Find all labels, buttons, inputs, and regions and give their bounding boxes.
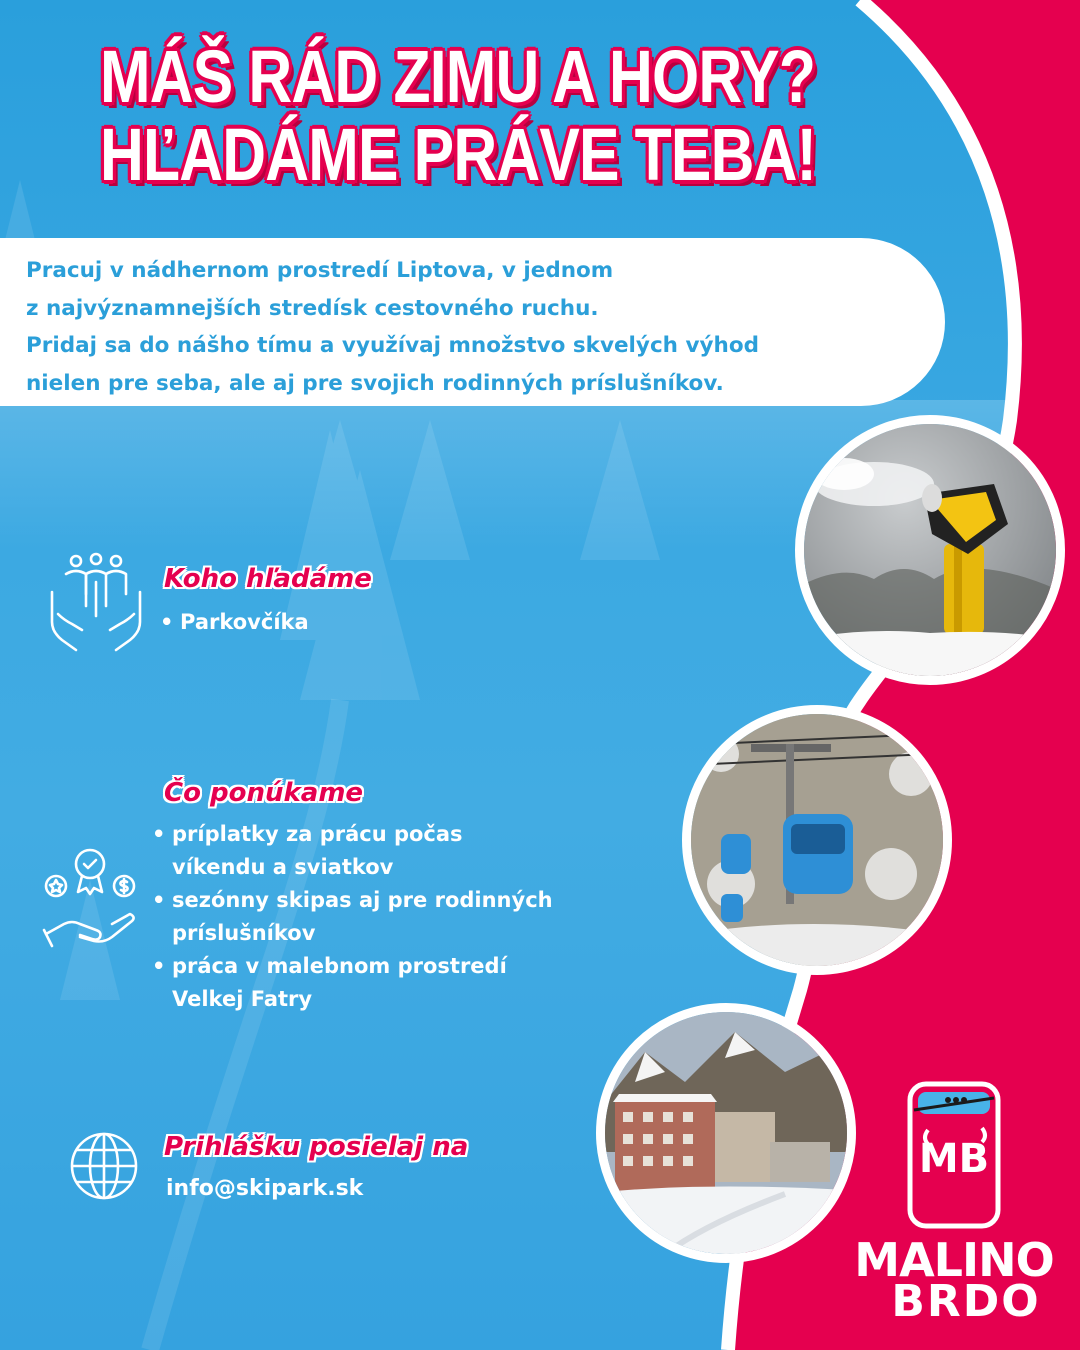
- headline-line-1: MÁŠ RÁD ZIMU A HORY?: [100, 35, 816, 118]
- gondola-lift-photo: [682, 705, 952, 975]
- list-item-line: sezónny skipas aj pre rodinných: [172, 888, 553, 912]
- list-item-line: príplatky za prácu počas: [172, 822, 463, 846]
- logo-monogram: MB: [918, 1136, 990, 1182]
- intro-line-2: z najvýznamnejších stredísk cestovného ruchu.: [26, 295, 599, 321]
- section-title-who: Koho hľadáme: [164, 564, 372, 594]
- list-item-line: príslušníkov: [172, 921, 316, 945]
- malino-brdo-logo: [836, 1080, 1066, 1320]
- logo-wordmark-line-2: BRDO: [891, 1276, 1041, 1320]
- intro-line-1: Pracuj v nádhernom prostredí Liptova, v jednom: [26, 258, 614, 283]
- benefits-hand-icon: [40, 838, 140, 950]
- list-item-line: práca v malebnom prostredí: [172, 954, 507, 978]
- list-item: • Parkovčíka: [158, 606, 309, 639]
- list-item: [150, 884, 553, 950]
- globe-icon: [68, 1130, 140, 1202]
- intro-line-4: nielen pre seba, ale aj pre svojich rodinných príslušníkov.: [26, 370, 724, 396]
- section-title-offer: Čo ponúkame: [164, 778, 364, 808]
- logo-wordmark-line-1: MALINO: [854, 1233, 1054, 1287]
- list-item: [150, 818, 553, 884]
- mountain-hotel-photo: [596, 1003, 856, 1263]
- list-item: [150, 950, 553, 1016]
- headline-line-2: HĽADÁME PRÁVE TEBA!: [100, 113, 816, 196]
- list-item-line: Velkej Fatry: [172, 987, 313, 1011]
- headline: [100, 35, 860, 196]
- intro-banner: [0, 238, 945, 406]
- people-in-hands-icon: [46, 552, 146, 652]
- intro-line-3: Pridaj sa do nášho tímu a využívaj množstvo skvelých výhod: [26, 333, 759, 358]
- email-link[interactable]: info@skipark.sk: [166, 1176, 364, 1201]
- snow-cannon-photo: [795, 415, 1065, 685]
- who-list: [158, 606, 309, 639]
- offer-list: [150, 818, 553, 1016]
- list-item-line: víkendu a sviatkov: [172, 855, 394, 879]
- section-title-apply: Prihlášku posielaj na: [164, 1132, 469, 1162]
